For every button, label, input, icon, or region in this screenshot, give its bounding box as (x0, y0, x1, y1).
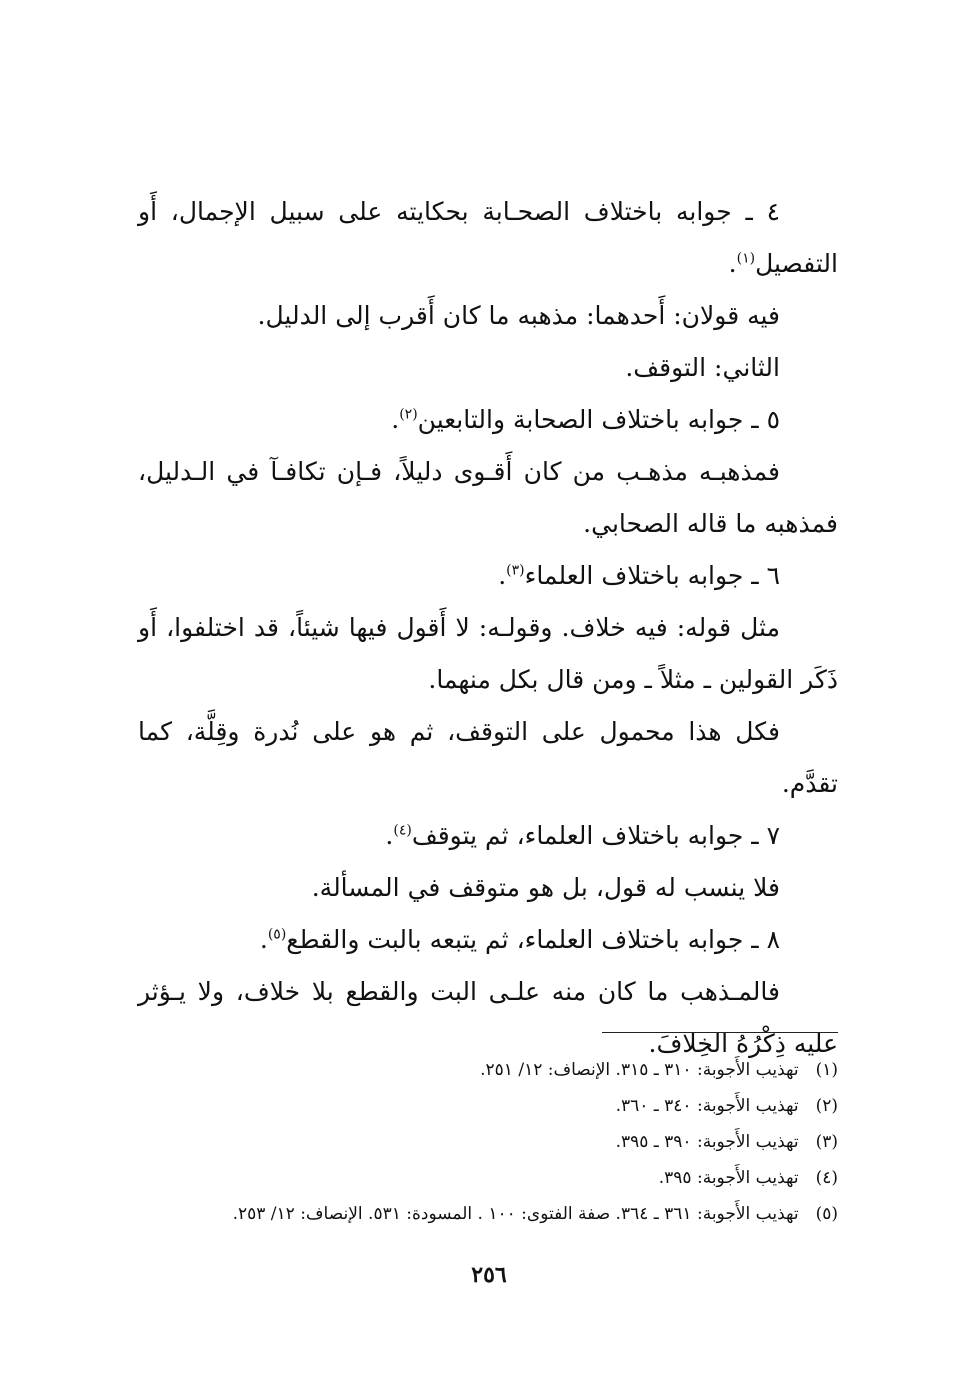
footnote-text: تهذيب الأَجوبة: ٣١٠ ـ ٣١٥. الإنصاف: ١٢/ ٢٥١. (480, 1060, 799, 1080)
paragraph-item-7-body: فلا ينسب له قول، بل هو متوقف في المسألة. (311, 873, 780, 902)
footnote-1 (138, 1052, 838, 1088)
footnote-number: (٢) (815, 1096, 838, 1116)
footnote-ref-1: (١) (736, 250, 756, 267)
footnote-text: تهذيب الأَجوبة: ٣٩٠ ـ ٣٩٥. (615, 1132, 799, 1152)
footnote-4 (138, 1160, 838, 1196)
paragraph-two-opinions: فيه قولان: أَحدهما: مذهبه ما كان أَقرب إلى الدليل. (257, 301, 780, 330)
paragraph-item-6-example: مثل قوله: فيه خلاف. وقولـه: لا أَقول فيها شيئاً، قد اختلفوا، أَو ذَكَر القولين ـ مثلاً ـ ومن قال بكل منهما. (138, 613, 838, 694)
main-text (138, 186, 838, 1070)
footnote-ref-3: (٣) (506, 562, 525, 579)
footnote-2 (138, 1088, 838, 1124)
footnote-number: (٤) (815, 1168, 838, 1188)
footnote-number: (٣) (815, 1132, 838, 1152)
footnotes (138, 1052, 838, 1232)
paragraph-item-8-body: فالمـذهب ما كان منه علـى البت والقطع بلا خلاف، ولا يـؤثر عليه ذِكْرُهُ الخِلافَ. (138, 977, 838, 1058)
paragraph-item-5-body: فمذهبـه مذهـب من كان أَقـوى دليلاً، فـإن تكافـآ في الـدليل، فمذهبه ما قاله الصحابي. (138, 457, 838, 538)
footnote-divider (602, 1032, 838, 1033)
footnote-text: تهذيب الأَجوبة: ٣٩٥. (658, 1168, 799, 1188)
footnote-number: (١) (815, 1060, 838, 1080)
paragraph-item-6-heading: ٦ ـ جوابه باختلاف العلماء$^{(٣)}$. (498, 561, 780, 590)
paragraph-item-5-heading: ٥ ـ جوابه باختلاف الصحابة والتابعين$^{(٢)}$. (391, 405, 780, 434)
footnote-ref-2: (٢) (399, 406, 418, 423)
paragraph-item-4-heading: ٤ ـ جوابه باختلاف الصحـابة بحكايته على سبيل الإجمال، أَو التفصيل$^{(١)}$. (138, 197, 838, 278)
footnote-3 (138, 1124, 838, 1160)
paragraph-item-7-heading: ٧ ـ جوابه باختلاف العلماء، ثم يتوقف$^{(٤)}$. (385, 821, 780, 850)
footnote-ref-4: (٤) (393, 822, 412, 839)
footnote-number: (٥) (815, 1204, 838, 1224)
footnote-5 (138, 1196, 838, 1232)
paragraph-item-8-heading: ٨ ـ جوابه باختلاف العلماء، ثم يتبعه بالبت والقطع$^{(٥)}$. (259, 925, 780, 954)
footnote-ref-5: (٥) (267, 926, 287, 943)
footnote-text: تهذيب الأَجوبة: ٣٤٠ ـ ٣٦٠. (615, 1096, 799, 1116)
footnote-text: تهذيب الأَجوبة: ٣٦١ ـ ٣٦٤. صفة الفتوى: ١٠٠ . المسودة: ٥٣١. الإنصاف: ١٢/ ٢٥٣. (232, 1204, 799, 1224)
paragraph-item-6-body: فكل هذا محمول على التوقف، ثم هو على نُدرة وقِلَّة، كما تقدَّم. (138, 717, 838, 798)
paragraph-second-opinion: الثاني: التوقف. (625, 353, 780, 382)
page-number: ٢٥٦ (471, 1262, 507, 1288)
